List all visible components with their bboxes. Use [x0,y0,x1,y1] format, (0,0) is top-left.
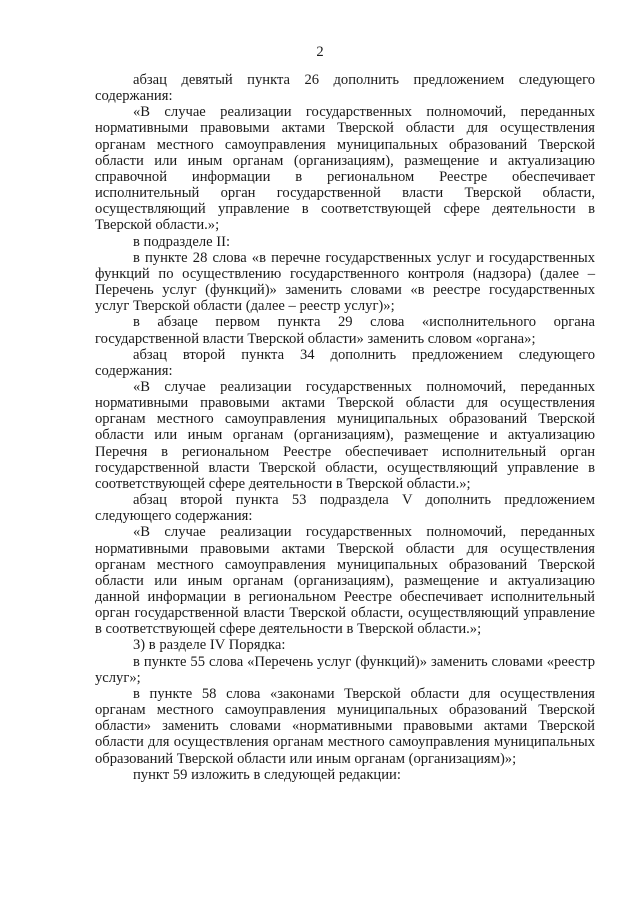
paragraph-7: «В случае реализации государственных полномочий, переданных нормативными правовыми актами Тверской области для осуществления органам местного самоуправления муниципальных образований Тверской области или иным органам (организациям), размещение и актуализацию Перечня в региональном Реестре обеспечивает исполнительный орган государственной власти Тверской области, осуществляющий управление в соответствующей сфере деятельности в Тверской области.»; [95,378,595,492]
document-body [95,72,595,783]
paragraph-2: «В случае реализации государственных полномочий, переданных нормативными правовыми актами Тверской области для осуществления органам местного самоуправления муниципальных образований Тверской области или иным органам (организациям), размещение и актуализацию справочной информации в региональном Реестре обеспечивает исполнительный орган государственной власти Тверской области, осуществляющий управление в соответствующей сфере деятельности в Тверской области.»; [95,104,595,234]
paragraph-11: в пункте 55 слова «Перечень услуг (функций)» заменить словами «реестр услуг»; [95,653,595,686]
paragraph-1: абзац девятый пункта 26 дополнить предложением следующего содержания: [95,72,595,105]
paragraph-6: абзац второй пункта 34 дополнить предложением следующего содержания: [95,346,595,379]
paragraph-9: «В случае реализации государственных полномочий, переданных нормативными правовыми актами Тверской области для осуществления органам местного самоуправления муниципальных образований Тверской области или иным органам (организациям), размещение и актуализацию данной информации в региональном Реестре обеспечивает исполнительный орган государственной власти Тверской области, осуществляющий управление в соответствующей сфере деятельности в Тверской области.»; [95,524,595,638]
paragraph-8: абзац второй пункта 53 подраздела V дополнить предложением следующего содержания: [95,492,595,525]
paragraph-13: пункт 59 изложить в следующей редакции: [133,766,401,783]
page-number: 2 [316,44,324,60]
paragraph-4: в пункте 28 слова «в перечне государственных услуг и государственных функций по осуществлению государственного контроля (надзора) (далее – Перечень услуг (функций)» заменить словами «в реестре государственных услуг Тверской области (далее – реестр услуг)»; [95,249,595,315]
paragraph-5: в абзаце первом пункта 29 слова «исполнительного органа государственной власти Тверской области» заменить словом «органа»; [95,314,595,347]
paragraph-10: 3) в разделе IV Порядка: [133,637,286,654]
paragraph-3: в подразделе II: [133,233,231,250]
paragraph-12: в пункте 58 слова «законами Тверской области для осуществления органам местного самоуправления муниципальных образований Тверской области» заменить словами «нормативными правовыми актами Тверской области для осуществления органам местного самоуправления муниципальных образований Тверской области или иным органам (организациям)»; [95,685,595,767]
